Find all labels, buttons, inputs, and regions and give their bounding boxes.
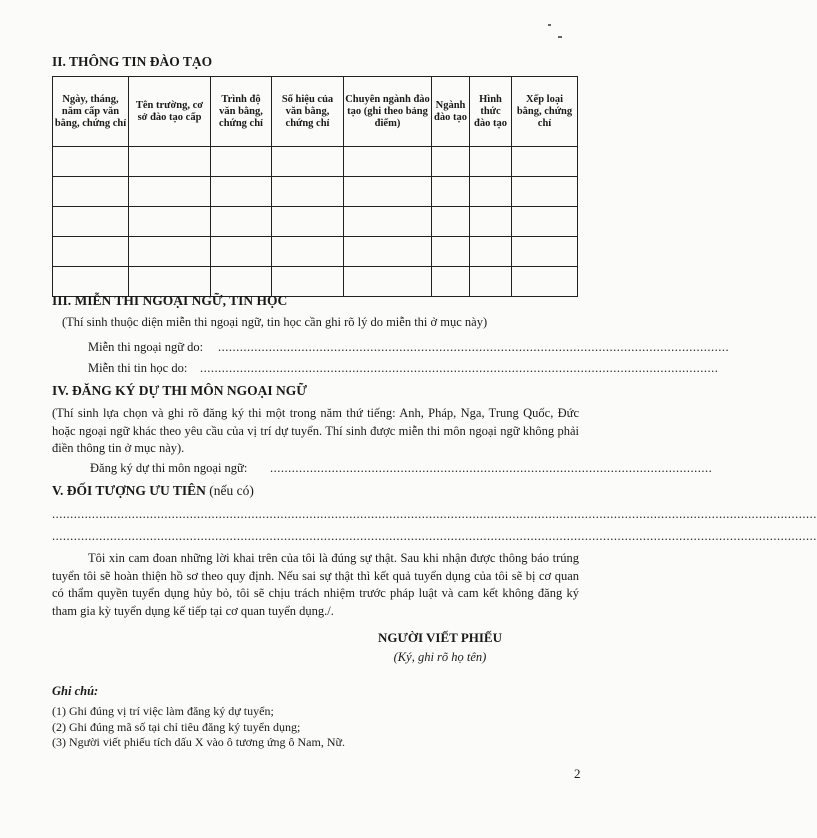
section-3-heading: III. MIỄN THI NGOẠI NGỮ, TIN HỌC bbox=[52, 293, 288, 308]
header-institution: Tên trường, cơ sở đào tạo cấp bbox=[129, 77, 211, 147]
table-cell[interactable] bbox=[129, 207, 211, 237]
declaration-paragraph bbox=[52, 550, 579, 620]
table-row bbox=[53, 207, 578, 237]
table-cell[interactable] bbox=[512, 267, 578, 297]
section-3-instruction: (Thí sinh thuộc diện miễn thi ngoại ngữ, tin học cần ghi rõ lý do miễn thi ở mục này) bbox=[62, 315, 488, 329]
priority-field-line-1[interactable]: ................................................................................................................................................................................................................... bbox=[52, 507, 817, 521]
section-4-instruction: (Thí sinh lựa chọn và ghi rõ đăng ký thi một trong năm thứ tiếng: Anh, Pháp, Nga, Trung Quốc, Đức hoặc ngoại ngữ khác theo yêu cầu của vị trí dự tuyển. Thí sinh được miễn thi môn ngoại ngữ không phải điền thông tin ở mục này). bbox=[52, 406, 579, 455]
table-cell[interactable] bbox=[344, 207, 432, 237]
table-cell[interactable] bbox=[53, 237, 129, 267]
declaration-text: Tôi xin cam đoan những lời khai trên của tôi là đúng sự thật. Sau khi nhận được thông báo trúng tuyển tôi sẽ hoàn thiện hồ sơ theo quy định. Nếu sai sự thật thì kết quả tuyển dụng của tôi sẽ bị cơ quan có thẩm quyền tuyển dụng hủy bỏ, tôi sẽ chịu trách nhiệm trước pháp luật và cam kết không đăng ký tham gia kỳ tuyển dụng kế tiếp tại cơ quan tuyển dụng./. bbox=[52, 551, 579, 618]
table-cell[interactable] bbox=[211, 147, 272, 177]
table-cell[interactable] bbox=[129, 267, 211, 297]
header-classification: Xếp loại bằng, chứng chỉ bbox=[512, 77, 578, 147]
section-5-heading-text: V. ĐỐI TƯỢNG ƯU TIÊN bbox=[52, 483, 206, 498]
table-cell[interactable] bbox=[53, 147, 129, 177]
table-cell[interactable] bbox=[53, 267, 129, 297]
section-2-heading: II. THÔNG TIN ĐÀO TẠO bbox=[52, 54, 213, 69]
notes-title: Ghi chú: bbox=[52, 684, 99, 698]
table-cell[interactable] bbox=[272, 237, 344, 267]
section-4-heading: IV. ĐĂNG KÝ DỰ THI MÔN NGOẠI NGỮ bbox=[52, 383, 308, 398]
table-cell[interactable] bbox=[512, 177, 578, 207]
table-cell[interactable] bbox=[272, 177, 344, 207]
header-certificate-number: Số hiệu của văn bằng, chứng chỉ bbox=[272, 77, 344, 147]
header-training-mode: Hình thức đào tạo bbox=[470, 77, 512, 147]
table-cell[interactable] bbox=[211, 177, 272, 207]
table-cell[interactable] bbox=[211, 267, 272, 297]
table-cell[interactable] bbox=[129, 147, 211, 177]
page-number: 2 bbox=[574, 766, 581, 781]
table-cell[interactable] bbox=[272, 147, 344, 177]
header-major: Ngành đào tạo bbox=[432, 77, 470, 147]
table-cell[interactable] bbox=[512, 147, 578, 177]
table-cell[interactable] bbox=[470, 267, 512, 297]
table-cell[interactable] bbox=[512, 237, 578, 267]
language-registration-label: Đăng ký dự thi môn ngoại ngữ: bbox=[90, 461, 248, 475]
table-cell[interactable] bbox=[432, 237, 470, 267]
table-row bbox=[53, 237, 578, 267]
table-cell[interactable] bbox=[272, 207, 344, 237]
table-cell[interactable] bbox=[470, 177, 512, 207]
header-degree-level: Trình độ văn bằng, chứng chỉ bbox=[211, 77, 272, 147]
note-item: (1) Ghi đúng vị trí việc làm đăng ký dự tuyển; bbox=[52, 704, 274, 718]
table-cell[interactable] bbox=[211, 207, 272, 237]
signature-subtitle: (Ký, ghi rõ họ tên) bbox=[393, 650, 487, 664]
table-cell[interactable] bbox=[470, 147, 512, 177]
education-table bbox=[52, 76, 578, 297]
section-5-heading-note: (nếu có) bbox=[209, 483, 254, 498]
table-cell[interactable] bbox=[432, 207, 470, 237]
table-cell[interactable] bbox=[432, 177, 470, 207]
table-cell[interactable] bbox=[470, 237, 512, 267]
foreign-language-exemption-field[interactable]: ............................................................................................................................................. bbox=[218, 340, 730, 354]
signature-title: NGƯỜI VIẾT PHIẾU bbox=[377, 630, 502, 645]
it-exemption-field[interactable]: ............................................................................................................................................... bbox=[200, 361, 719, 375]
table-cell[interactable] bbox=[344, 237, 432, 267]
section-5-heading bbox=[52, 483, 254, 499]
header-issue-date: Ngày, tháng, năm cấp văn bằng, chứng chỉ bbox=[53, 77, 129, 147]
it-exemption-label: Miễn thi tin học do: bbox=[88, 361, 188, 375]
table-cell[interactable] bbox=[129, 177, 211, 207]
table-cell[interactable] bbox=[432, 267, 470, 297]
table-row bbox=[53, 267, 578, 297]
table-cell[interactable] bbox=[512, 207, 578, 237]
scan-mark bbox=[548, 24, 551, 26]
table-cell[interactable] bbox=[129, 237, 211, 267]
table-cell[interactable] bbox=[344, 177, 432, 207]
notes-list bbox=[52, 704, 345, 751]
language-registration-field[interactable]: .......................................................................................................................... bbox=[270, 461, 713, 475]
table-row bbox=[53, 147, 578, 177]
note-item: (3) Người viết phiếu tích dấu X vào ô tương ứng ô Nam, Nữ. bbox=[52, 735, 345, 749]
table-cell[interactable] bbox=[344, 147, 432, 177]
header-specialization: Chuyên ngành đào tạo (ghi theo bảng điểm) bbox=[344, 77, 432, 147]
table-cell[interactable] bbox=[53, 177, 129, 207]
scan-mark bbox=[558, 36, 562, 38]
priority-field-line-2[interactable]: ................................................................................................................................................................................................................... bbox=[52, 529, 817, 543]
table-cell[interactable] bbox=[211, 237, 272, 267]
table-cell[interactable] bbox=[432, 147, 470, 177]
table-cell[interactable] bbox=[53, 207, 129, 237]
table-cell[interactable] bbox=[470, 207, 512, 237]
note-item: (2) Ghi đúng mã số tại chỉ tiêu đăng ký tuyển dụng; bbox=[52, 719, 301, 734]
foreign-language-exemption-label: Miễn thi ngoại ngữ do: bbox=[88, 340, 204, 354]
table-header-row bbox=[53, 77, 578, 147]
table-cell[interactable] bbox=[344, 267, 432, 297]
table-cell[interactable] bbox=[272, 267, 344, 297]
table-row bbox=[53, 177, 578, 207]
